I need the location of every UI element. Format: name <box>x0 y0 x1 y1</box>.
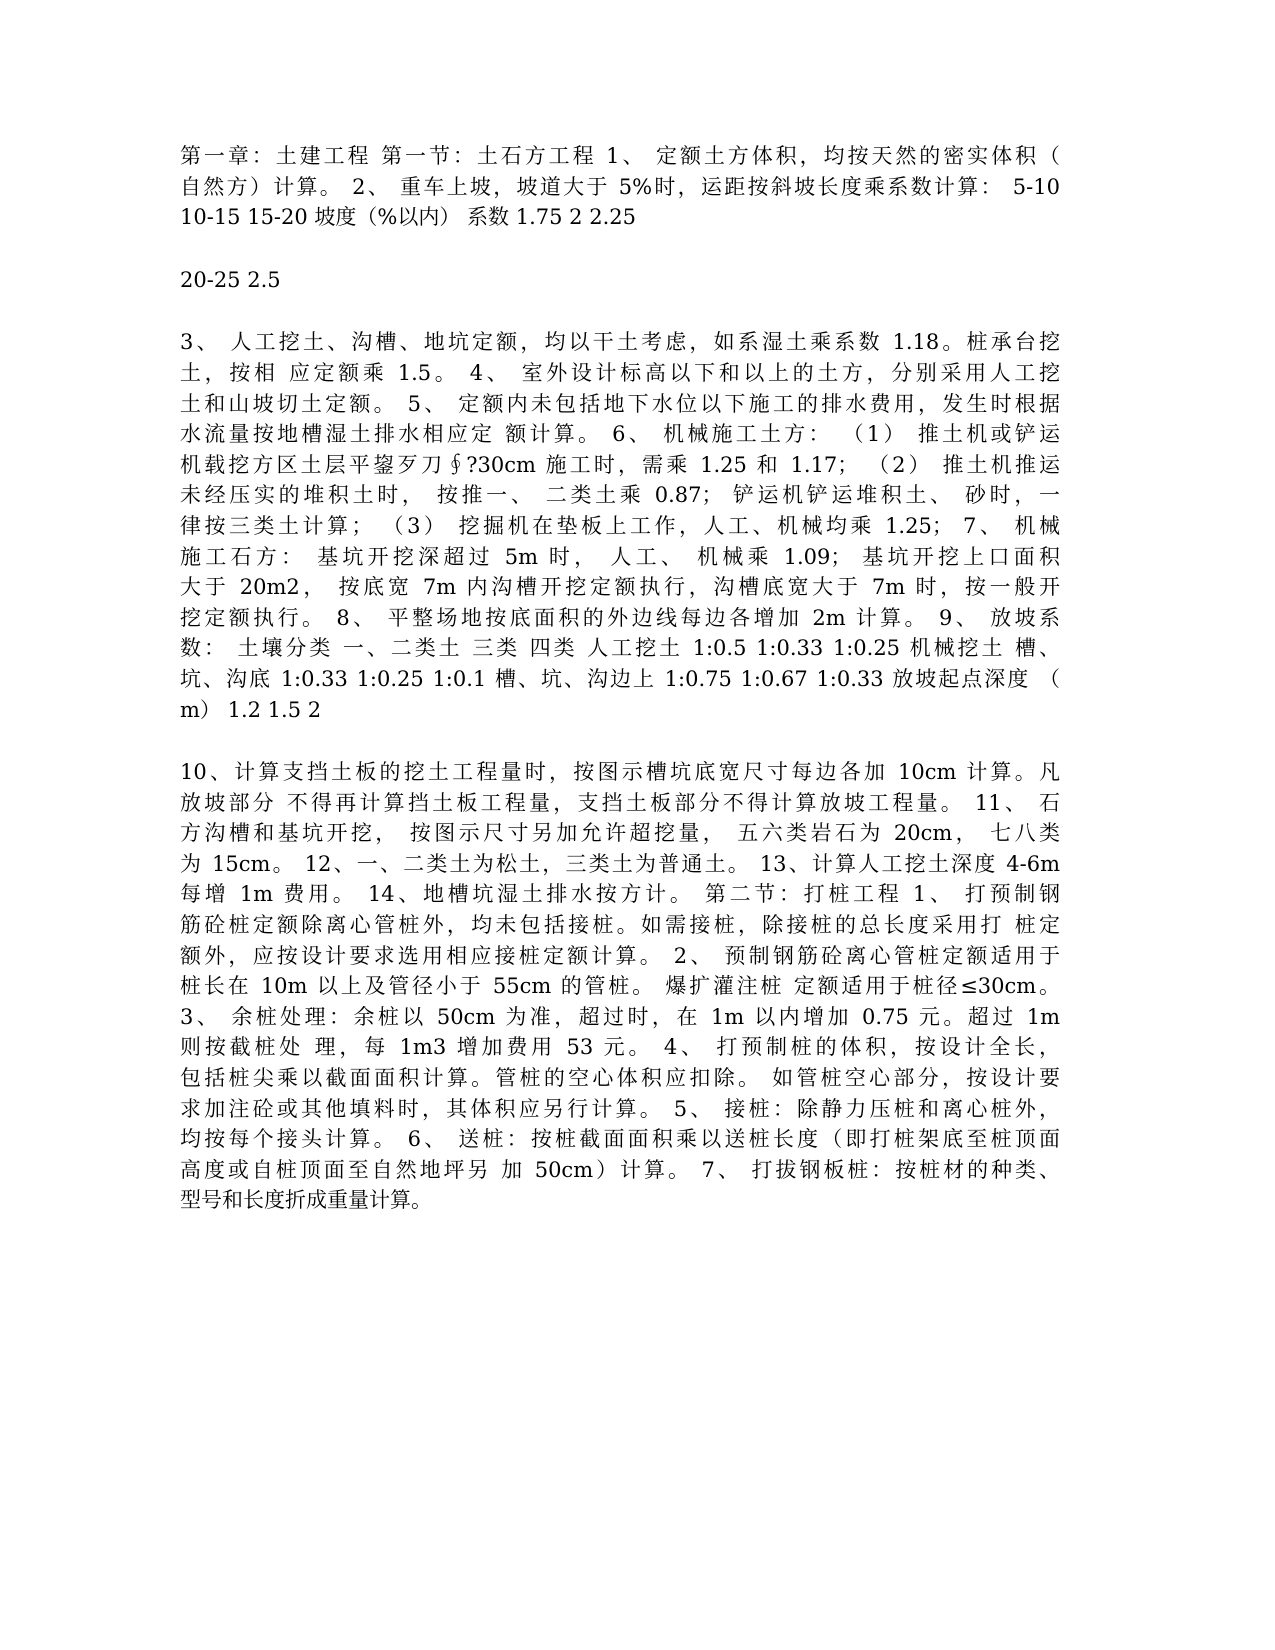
text-line: 坑、沟底 1:0.33 1:0.25 1:0.1 槽、坑、沟边上 1:0.75 1:0.67 1:0.33 放坡起点深度 （ <box>180 666 1060 691</box>
text-line: 放坡部分 不得再计算挡土板工程量，支挡土板部分不得计算放坡工程量。 11、 石 <box>180 790 1060 815</box>
text-line: 均按每个接头计算。 6、 送桩：按桩截面面积乘以送桩长度（即打桩架底至桩顶面 <box>180 1127 1060 1152</box>
text-line: 3、 余桩处理：余桩以 50cm 为准，超过时，在 1m 以内增加 0.75 元。超过 1m <box>180 1004 1060 1029</box>
text-line: 未经压实的堆积土时， 按推一、 二类土乘 0.87； 铲运机铲运堆积土、 砂时，一 <box>180 483 1060 508</box>
text-line: 包括桩尖乘以截面面积计算。管桩的空心体积应扣除。 如管桩空心部分，按设计要 <box>180 1066 1060 1091</box>
paragraph-2 <box>180 265 1060 296</box>
text-line: 为 15cm。 12、一、二类土为松土，三类土为普通土。 13、计算人工挖土深度 4-6m <box>180 851 1060 876</box>
text-line: 筋砼桩定额除离心管桩外，均未包括接桩。如需接桩，除接桩的总长度采用打 桩定 <box>180 913 1060 938</box>
paragraph-gap <box>180 233 1060 265</box>
document-page <box>180 141 1060 1216</box>
text-line: 大于 20m2， 按底宽 7m 内沟槽开挖定额执行，沟槽底宽大于 7m 时，按一般开 <box>180 575 1060 600</box>
text-line: 施工石方： 基坑开挖深超过 5m 时， 人工、 机械乘 1.09； 基坑开挖上口面积 <box>180 544 1060 569</box>
text-line: 水流量按地槽湿土排水相应定 额计算。 6、 机械施工土方： （1） 推土机或铲运 <box>180 422 1060 447</box>
paragraph-gap <box>180 295 1060 327</box>
text-line: 数： 土壤分类 一、二类土 三类 四类 人工挖土 1:0.5 1:0.33 1:0.25 机械挖土 槽、 <box>180 636 1060 661</box>
text-line: 土，按相 应定额乘 1.5。 4、 室外设计标高以下和以上的土方，分别采用人工挖 <box>180 360 1060 385</box>
text-line: 自然方）计算。 2、 重车上坡，坡道大于 5%时，运距按斜坡长度乘系数计算： 5-10 <box>180 174 1060 199</box>
text-line: 3、 人工挖土、沟槽、地坑定额，均以干土考虑，如系湿土乘系数 1.18。桩承台挖 <box>180 330 1060 355</box>
text-line: m） 1.2 1.5 2 <box>180 697 322 722</box>
text-line: 求加注砼或其他填料时，其体积应另行计算。 5、 接桩：除静力压桩和离心桩外， <box>180 1096 1060 1121</box>
text-line: 则按截桩处 理，每 1m3 增加费用 53 元。 4、 打预制桩的体积，按设计全长， <box>180 1035 1060 1060</box>
text-line: 20-25 2.5 <box>180 267 281 292</box>
paragraph-1 <box>180 141 1060 233</box>
paragraph-3 <box>180 327 1060 725</box>
text-line: 10、计算支挡土板的挖土工程量时，按图示槽坑底宽尺寸每边各加 10cm 计算。凡 <box>180 760 1060 785</box>
text-line: 机载挖方区土层平鋆歹刀∮?30cm 施工时，需乘 1.25 和 1.17； （2） 推土机推运 <box>180 452 1060 477</box>
paragraph-gap <box>180 725 1060 757</box>
paragraph-4 <box>180 757 1060 1216</box>
text-line: 额外，应按设计要求选用相应接桩定额计算。 2、 预制钢筋砼离心管桩定额适用于 <box>180 943 1060 968</box>
text-line: 10-15 15-20 坡度（%以内） 系数 1.75 2 2.25 <box>180 205 636 230</box>
text-line: 高度或自桩顶面至自然地坪另 加 50cm）计算。 7、 打拔钢板桩：按桩材的种类、 <box>180 1157 1060 1182</box>
text-line: 土和山坡切土定额。 5、 定额内未包括地下水位以下施工的排水费用，发生时根据 <box>180 391 1060 416</box>
text-line: 每增 1m 费用。 14、地槽坑湿土排水按方计。 第二节：打桩工程 1、 打预制钢 <box>180 882 1060 907</box>
text-line: 方沟槽和基坑开挖， 按图示尺寸另加允许超挖量， 五六类岩石为 20cm， 七八类 <box>180 821 1060 846</box>
text-line: 型号和长度折成重量计算。 <box>180 1188 432 1213</box>
text-line: 律按三类土计算； （3） 挖掘机在垫板上工作，人工、机械均乘 1.25； 7、 机械 <box>180 513 1060 538</box>
text-line: 第一章：土建工程 第一节：土石方工程 1、 定额土方体积，均按天然的密实体积（ <box>180 144 1060 168</box>
text-line: 桩长在 10m 以上及管径小于 55cm 的管桩。 爆扩灌注桩 定额适用于桩径≤30cm。 <box>180 974 1060 999</box>
text-line: 挖定额执行。 8、 平整场地按底面积的外边线每边各增加 2m 计算。 9、 放坡系 <box>180 605 1060 630</box>
